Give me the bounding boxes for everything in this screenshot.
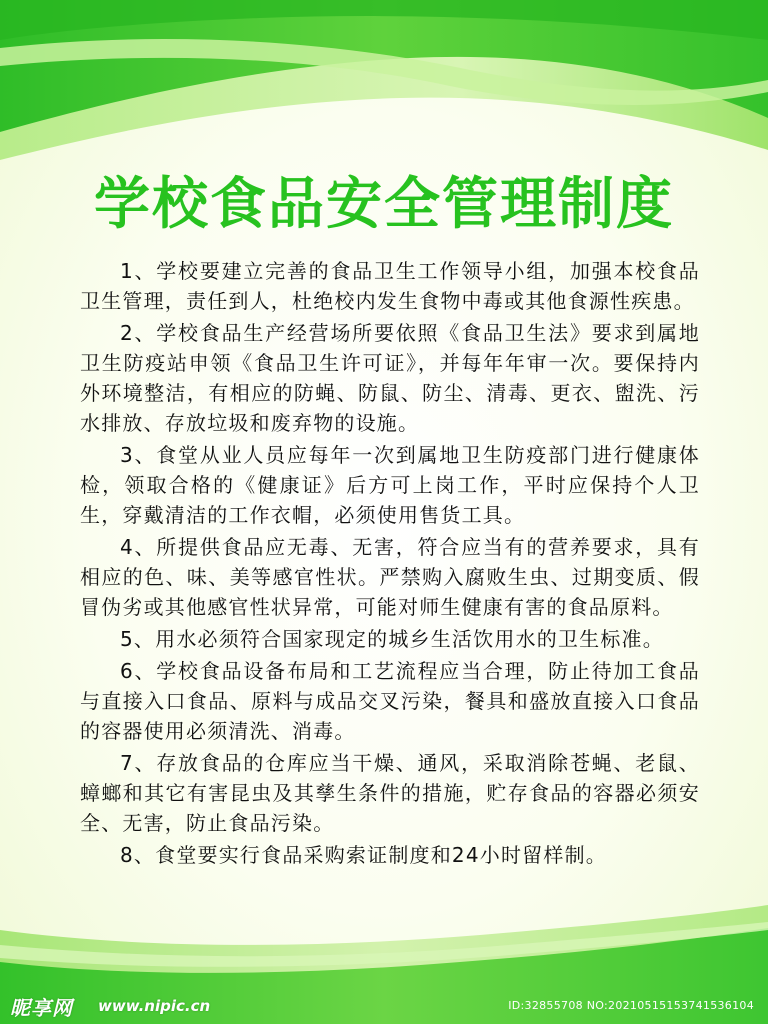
regulation-item: 3、食堂从业人员应每年一次到属地卫生防疫部门进行健康体检，领取合格的《健康证》后方可上岗工作，平时应保持个人卫生，穿戴清洁的工作衣帽，必须使用售货工具。 bbox=[80, 443, 700, 527]
regulation-item: 4、所提供食品应无毒、无害，符合应当有的营养要求，具有相应的色、味、美等感官性状。严禁购入腐败生虫、过期变质、假冒伪劣或其他感官性状异常，可能对师生健康有害的食品原料。 bbox=[80, 535, 700, 619]
watermark-url: www.nipic.cn bbox=[98, 997, 211, 1015]
regulation-item: 1、学校要建立完善的食品卫生工作领导小组，加强本校食品卫生管理，责任到人，杜绝校内发生食物中毒或其他食源性疾患。 bbox=[80, 259, 700, 313]
regulation-item: 2、学校食品生产经营场所要依照《食品卫生法》要求到属地卫生防疫站申领《食品卫生许可证》，并每年年审一次。要保持内外环境整洁，有相应的防蝇、防鼠、防尘、清毒、更衣、盥洗、污水排放、存放垃圾和废弃物的设施。 bbox=[80, 321, 700, 435]
image-id-label: ID:32855708 NO:20210515153741536104 bbox=[508, 999, 754, 1012]
regulation-item: 7、存放食品的仓库应当干燥、通风，采取消除苍蝇、老鼠、蟑螂和其它有害昆虫及其孳生条件的措施，贮存食品的容器必须安全、无害，防止食品污染。 bbox=[80, 751, 700, 835]
page-title: 学校食品安全管理制度 bbox=[94, 171, 674, 237]
regulation-item: 5、用水必须符合国家现定的城乡生活饮用水的卫生标准。 bbox=[120, 627, 664, 651]
regulation-item: 8、食堂要实行食品采购索证制度和24小时留样制。 bbox=[120, 843, 607, 867]
regulation-item: 6、学校食品设备布局和工艺流程应当合理，防止待加工食品与直接入口食品、原料与成品交叉污染，餐具和盛放直接入口食品的容器使用必须清洗、消毒。 bbox=[80, 659, 700, 743]
watermark-logo: 昵享网 bbox=[10, 996, 73, 1020]
regulation-list bbox=[80, 256, 700, 872]
